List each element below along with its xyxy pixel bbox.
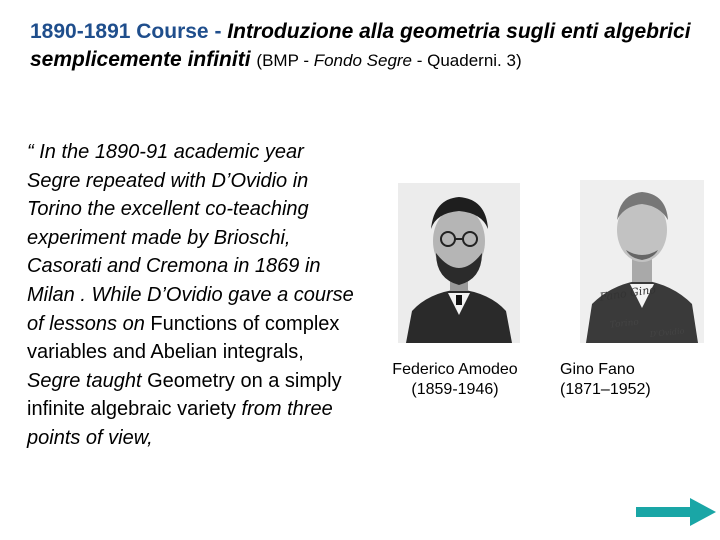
source-italic: Fondo Segre <box>313 51 413 70</box>
next-slide-button[interactable] <box>634 495 718 529</box>
fano-years: (1871–1952) <box>560 381 651 398</box>
quote-part-1: “ In the 1890-91 academic year Segre repeated with D’Ovidio in Torino the excellent co-teaching experiment made by Brioschi, Casorati and Cremona in 1869 in Milan . While D’Ovidio gave a course of lessons on <box>27 141 354 335</box>
source-open: (BMP - <box>256 51 314 70</box>
quote-part-4: Geometry on a simply infinite algebraic variety <box>27 369 342 421</box>
amodeo-name: Federico Amodeo <box>392 361 518 378</box>
fano-caption <box>560 360 710 400</box>
amodeo-years: (1859-1946) <box>411 381 499 398</box>
quote-part-2: Functions of complex variables and Abelian integrals, <box>27 312 340 364</box>
course-prefix: 1890-1891 Course - <box>30 20 228 43</box>
quote-part-3: Segre taught <box>27 369 148 392</box>
source-rest: - Quaderni. 3) <box>412 51 522 70</box>
amodeo-portrait <box>398 183 520 343</box>
slide-title <box>30 18 710 75</box>
quote-text <box>27 138 357 453</box>
fano-inscription-3: D'Ovidio <box>649 326 685 340</box>
fano-portrait <box>580 180 704 343</box>
fano-inscription-1: Fano Gino <box>598 282 657 304</box>
fano-inscription-2: Torino <box>609 317 640 331</box>
quote-part-5: from three points of view, <box>27 398 333 449</box>
amodeo-caption <box>370 360 540 400</box>
course-title: Introduzione alla geometria sugli enti algebrici semplicemente infiniti <box>30 20 691 71</box>
fano-name: Gino Fano <box>560 361 635 378</box>
arrow-right-icon <box>634 495 718 529</box>
